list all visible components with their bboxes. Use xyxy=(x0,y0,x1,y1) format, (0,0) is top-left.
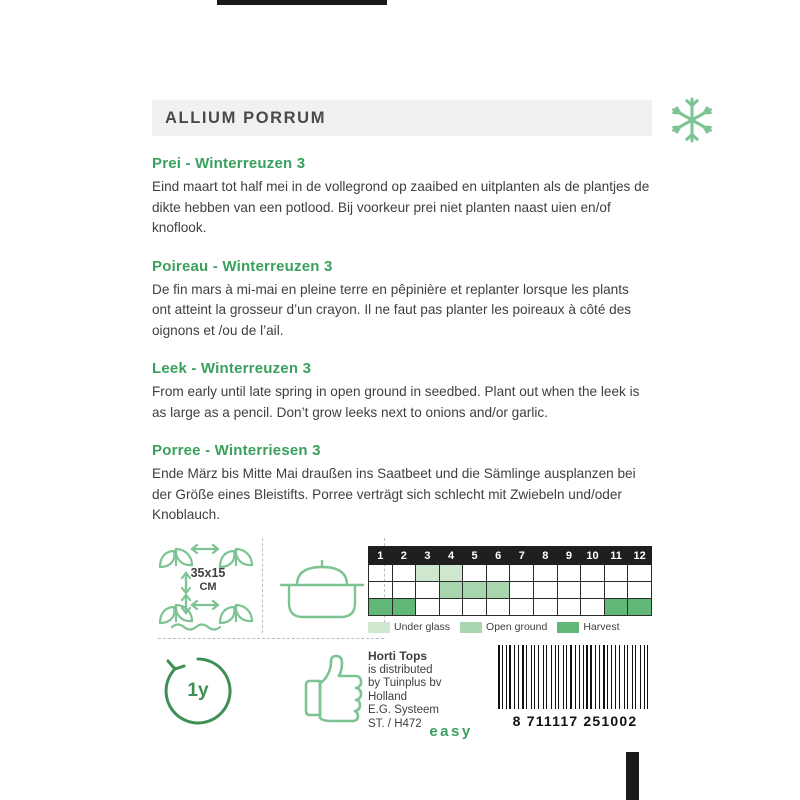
block-text: Eind maart tot half mei in de vollegrond op zaaibed en uitplanten als de plantjes de dikte hebben van een potlood. Bij voorkeur prei niet planten naast uien en/of knoflook. xyxy=(152,179,650,235)
cal-cell xyxy=(369,599,393,616)
company-line-3: by Tuinplus bv xyxy=(368,677,442,689)
legend-label: Harvest xyxy=(583,621,620,633)
block-text: Ende März bis Mitte Mai draußen ins Saatbeet und die Sämlinge ausplanzen bei der Größe eines Bleistifts. Porree verträgt sich schlecht mit Zwiebeln und/oder Knoblauch. xyxy=(152,466,636,522)
thumbs-up-icon xyxy=(280,647,380,727)
seed-packet-back xyxy=(152,100,652,526)
header-band xyxy=(152,100,652,136)
cal-cell xyxy=(581,599,605,616)
cal-cell xyxy=(486,599,510,616)
cal-cell xyxy=(604,599,628,616)
divider-dashed-1 xyxy=(262,538,263,633)
cal-cell xyxy=(369,565,393,582)
cal-cell xyxy=(628,565,652,582)
crop-mark-top xyxy=(217,0,387,5)
cal-cell xyxy=(628,599,652,616)
cal-cell xyxy=(392,582,416,599)
description-block-en xyxy=(152,360,652,423)
cal-cell xyxy=(604,582,628,599)
cooking-pictogram xyxy=(267,535,377,635)
month-cell: 12 xyxy=(628,547,652,565)
cal-cell xyxy=(392,565,416,582)
legend-swatch xyxy=(368,622,390,633)
calendar-legend xyxy=(368,621,652,633)
cooking-pan-icon xyxy=(267,535,377,635)
calendar-row-harvest xyxy=(369,599,652,616)
cal-cell xyxy=(392,599,416,616)
legend-label: Under glass xyxy=(394,621,451,633)
month-cell: 4 xyxy=(439,547,463,565)
month-cell: 10 xyxy=(581,547,605,565)
calendar-row-under-glass xyxy=(369,565,652,582)
month-cell: 1 xyxy=(369,547,393,565)
spacing-pictogram xyxy=(152,535,260,635)
barcode-bars xyxy=(498,645,652,709)
cal-cell xyxy=(581,565,605,582)
legend-label: Open ground xyxy=(486,621,548,633)
company-line-6: ST. / H472 xyxy=(368,717,422,730)
spacing-unit: CM xyxy=(199,581,217,593)
cal-cell xyxy=(604,565,628,582)
company-line-4: Holland xyxy=(368,690,407,703)
calendar-header-row xyxy=(369,547,652,565)
easy-label: easy xyxy=(429,723,473,740)
legend-swatch xyxy=(557,622,579,633)
cal-cell xyxy=(510,599,534,616)
page-title: ALLIUM PORRUM xyxy=(165,108,327,127)
month-cell: 7 xyxy=(510,547,534,565)
company-info xyxy=(368,650,442,731)
cal-cell xyxy=(416,599,440,616)
cal-cell xyxy=(534,565,558,582)
footer-row xyxy=(152,645,652,755)
cal-cell xyxy=(416,582,440,599)
description-block-nl xyxy=(152,155,652,239)
block-title: Leek - Winterreuzen 3 xyxy=(152,360,312,377)
shelf-life-label: 1y xyxy=(187,680,209,701)
legend-swatch xyxy=(460,622,482,633)
divider-dashed-3 xyxy=(158,638,384,639)
calendar-row-open-ground xyxy=(369,582,652,599)
month-cell: 6 xyxy=(486,547,510,565)
crop-mark-bottom xyxy=(626,752,639,800)
cal-cell xyxy=(557,599,581,616)
block-title: Porree - Winterriesen 3 xyxy=(152,442,321,459)
company-name: Horti Tops xyxy=(368,649,428,663)
cal-cell xyxy=(557,582,581,599)
barcode-number: 8 711117 251002 xyxy=(512,713,638,729)
cal-cell xyxy=(439,582,463,599)
sowing-calendar xyxy=(368,546,652,633)
cal-cell xyxy=(416,565,440,582)
cal-cell xyxy=(439,565,463,582)
barcode xyxy=(498,645,652,729)
cal-cell xyxy=(534,582,558,599)
spacing-value: 35x15 xyxy=(190,566,226,580)
block-title: Poireau - Winterreuzen 3 xyxy=(152,257,333,275)
cal-cell xyxy=(510,565,534,582)
legend-item-open-ground xyxy=(460,621,547,633)
cal-cell xyxy=(534,599,558,616)
description-block-fr xyxy=(152,258,652,342)
spacing-label xyxy=(176,567,240,594)
block-title: Prei - Winterreuzen 3 xyxy=(152,155,306,172)
month-cell: 5 xyxy=(463,547,487,565)
cal-cell xyxy=(463,599,487,616)
month-cell: 8 xyxy=(534,547,558,565)
legend-item-under-glass xyxy=(368,621,450,633)
cal-cell xyxy=(439,599,463,616)
snowflake-icon xyxy=(664,94,720,146)
cal-cell xyxy=(628,582,652,599)
month-cell: 2 xyxy=(392,547,416,565)
cal-cell xyxy=(486,565,510,582)
block-text: From early until late spring in open ground in seedbed. Plant out when the leek is as large as a pencil. Don’t grow leeks next to onions and/or garlic. xyxy=(152,384,640,420)
company-line-2: is distributed xyxy=(368,663,433,676)
month-cell: 3 xyxy=(416,547,440,565)
cal-cell xyxy=(463,582,487,599)
month-cell: 9 xyxy=(557,547,581,565)
company-line-5: E.G. Systeem xyxy=(368,704,439,716)
cal-cell xyxy=(369,582,393,599)
cal-cell xyxy=(510,582,534,599)
cal-cell xyxy=(463,565,487,582)
legend-item-harvest xyxy=(557,621,619,633)
calendar-table xyxy=(368,546,652,616)
description-block-de xyxy=(152,442,652,526)
cal-cell xyxy=(486,582,510,599)
cal-cell xyxy=(581,582,605,599)
cal-cell xyxy=(557,565,581,582)
month-cell: 11 xyxy=(604,547,628,565)
block-text: De fin mars à mi-mai en pleine terre en pêpinière et replanter lorsque les plants ont atteint la grosseur d’un crayon. Il ne faut pas planter les poireaux à côté des oignons et /ou de l’ail. xyxy=(152,281,632,338)
